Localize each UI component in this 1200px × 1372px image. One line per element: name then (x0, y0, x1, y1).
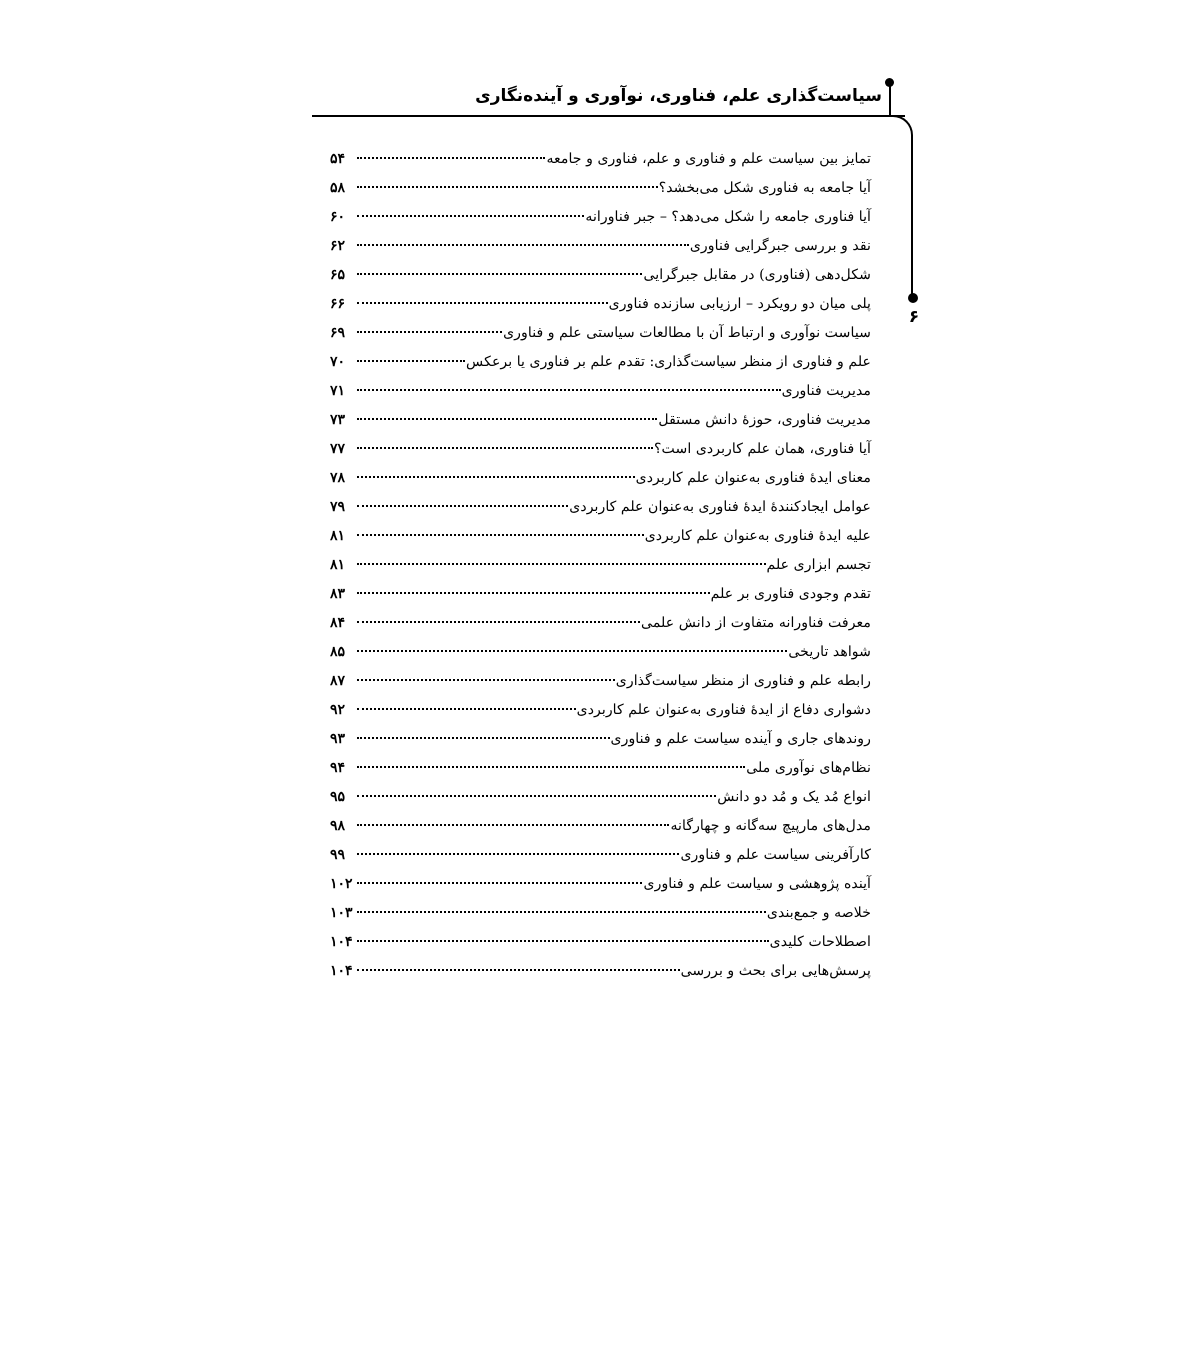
toc-entry-title: دشواری دفاع از ایدهٔ فناوری به‌عنوان علم کاربردی (576, 702, 871, 718)
toc-entry (330, 668, 871, 697)
toc-dot-leader (357, 592, 710, 594)
toc-dot-leader (357, 766, 745, 768)
toc-entry (330, 378, 871, 407)
toc-entry-title: علیه ایدهٔ فناوری به‌عنوان علم کاربردی (644, 528, 871, 544)
toc-entry-title: پلی میان دو رویکرد – ارزیابی سازنده فناوری (608, 296, 871, 312)
toc-entry-title: سیاست نوآوری و ارتباط آن با مطالعات سیاستی علم و فناوری (503, 325, 871, 341)
toc-entry-title: تجسم ابزاری علم (766, 557, 871, 573)
toc-dot-leader (357, 186, 658, 188)
toc-entry-title: آیا فناوری جامعه را شکل می‌دهد؟ – جبر فناورانه (585, 209, 871, 225)
toc-entry (330, 204, 871, 233)
toc-entry-page-number: ۷۷ (330, 441, 346, 457)
toc-entry-page-number: ۵۴ (330, 151, 346, 167)
toc-entry-page-number: ۱۰۴ (330, 934, 353, 950)
toc-dot-leader (357, 476, 635, 478)
toc-dot-leader (357, 505, 568, 507)
toc-entry-page-number: ۸۵ (330, 644, 346, 660)
running-header-title: سیاست‌گذاری علم، فناوری، نوآوری و آینده‌نگاری (475, 86, 882, 106)
toc-dot-leader (357, 302, 608, 304)
toc-entry-page-number: ۹۹ (330, 847, 346, 863)
page-number: ۶ (908, 307, 920, 327)
toc-dot-leader (357, 824, 669, 826)
toc-entry-title: علم و فناوری از منظر سیاست‌گذاری: تقدم علم بر فناوری یا برعکس (466, 354, 871, 370)
toc-entry-title: نقد و بررسی جبرگرایی فناوری (689, 238, 871, 254)
toc-dot-leader (357, 737, 610, 739)
toc-dot-leader (357, 389, 781, 391)
toc-entry-title: مدیریت فناوری، حوزهٔ دانش مستقل (658, 412, 871, 428)
toc-dot-leader (357, 708, 576, 710)
toc-dot-leader (357, 563, 766, 565)
toc-entry (330, 494, 871, 523)
toc-entry-title: انواع مُد یک و مُد دو دانش (717, 789, 871, 805)
toc-entry-page-number: ۹۴ (330, 760, 346, 776)
toc-entry (330, 900, 871, 929)
toc-entry (330, 262, 871, 291)
toc-dot-leader (357, 273, 642, 275)
toc-entry-title: خلاصه و جمع‌بندی (766, 905, 871, 921)
toc-dot-leader (357, 882, 642, 884)
toc-dot-leader (357, 853, 679, 855)
toc-entry (330, 813, 871, 842)
toc-entry-title: آینده پژوهشی و سیاست علم و فناوری (643, 876, 871, 892)
toc-entry-page-number: ۱۰۲ (330, 876, 353, 892)
toc-entry (330, 291, 871, 320)
toc-entry-page-number: ۷۹ (330, 499, 346, 515)
toc-entry-title: نظام‌های نوآوری ملی (746, 760, 871, 776)
toc-entry (330, 407, 871, 436)
toc-dot-leader (357, 447, 653, 449)
side-ornament-dot (908, 293, 918, 303)
toc-entry-page-number: ۸۴ (330, 615, 346, 631)
toc-dot-leader (357, 795, 716, 797)
toc-entry-page-number: ۸۷ (330, 673, 346, 689)
toc-dot-leader (357, 940, 769, 942)
toc-entry (330, 465, 871, 494)
toc-entry (330, 552, 871, 581)
toc-dot-leader (357, 969, 680, 971)
toc-entry (330, 610, 871, 639)
toc-entry-title: آیا جامعه به فناوری شکل می‌بخشد؟ (658, 180, 871, 196)
toc-entry (330, 784, 871, 813)
toc-entry-page-number: ۸۱ (330, 557, 346, 573)
toc-entry-title: روندهای جاری و آینده سیاست علم و فناوری (610, 731, 871, 747)
toc-entry-page-number: ۷۳ (330, 412, 346, 428)
toc-dot-leader (357, 650, 787, 652)
toc-entry-page-number: ۷۸ (330, 470, 346, 486)
toc-dot-leader (357, 679, 615, 681)
toc-entry-title: کارآفرینی سیاست علم و فناوری (680, 847, 871, 863)
toc-entry-title: اصطلاحات کلیدی (769, 934, 871, 950)
toc-entry-title: معنای ایدهٔ فناوری به‌عنوان علم کاربردی (635, 470, 871, 486)
side-ornament-rail (893, 115, 913, 295)
toc-entry (330, 871, 871, 900)
toc-entry-title: مدیریت فناوری (781, 383, 871, 399)
toc-dot-leader (357, 331, 502, 333)
toc-entry (330, 349, 871, 378)
toc-entry (330, 697, 871, 726)
toc-entry (330, 929, 871, 958)
toc-entry (330, 436, 871, 465)
toc-entry-title: تمایز بین سیاست علم و فناوری و علم، فناوری و جامعه (546, 151, 871, 167)
toc-dot-leader (357, 244, 689, 246)
toc-entry-page-number: ۵۸ (330, 180, 346, 196)
toc-entry-page-number: ۹۳ (330, 731, 346, 747)
toc-entry (330, 523, 871, 552)
toc-entry-page-number: ۶۹ (330, 325, 346, 341)
toc-entry-page-number: ۷۰ (330, 354, 346, 370)
toc-dot-leader (357, 418, 657, 420)
header-rule (312, 115, 905, 117)
toc-entry-title: آیا فناوری، همان علم کاربردی است؟ (654, 441, 871, 457)
toc-entry-page-number: ۸۳ (330, 586, 346, 602)
toc-entry-page-number: ۹۲ (330, 702, 346, 718)
table-of-contents (330, 146, 871, 987)
toc-entry (330, 958, 871, 987)
toc-entry (330, 726, 871, 755)
toc-entry (330, 175, 871, 204)
toc-entry-title: تقدم وجودی فناوری بر علم (710, 586, 871, 602)
toc-entry-title: پرسش‌هایی برای بحث و بررسی (680, 963, 871, 979)
toc-entry-page-number: ۸۱ (330, 528, 346, 544)
toc-entry (330, 581, 871, 610)
toc-entry-title: شکل‌دهی (فناوری) در مقابل جبرگرایی (643, 267, 871, 283)
toc-entry-title: مدل‌های مارپیچ سه‌گانه و چهارگانه (670, 818, 871, 834)
toc-entry (330, 233, 871, 262)
toc-entry (330, 639, 871, 668)
toc-entry-title: معرفت فناورانه متفاوت از دانش علمی (641, 615, 871, 631)
toc-entry (330, 320, 871, 349)
toc-entry-page-number: ۶۰ (330, 209, 346, 225)
toc-dot-leader (357, 621, 640, 623)
toc-entry-page-number: ۶۶ (330, 296, 346, 312)
toc-entry-page-number: ۹۵ (330, 789, 346, 805)
toc-entry-page-number: ۷۱ (330, 383, 346, 399)
toc-entry (330, 755, 871, 784)
toc-entry-title: شواهد تاریخی (788, 644, 871, 660)
toc-dot-leader (357, 215, 584, 217)
toc-entry-page-number: ۹۸ (330, 818, 346, 834)
toc-entry-page-number: ۶۲ (330, 238, 346, 254)
toc-entry-page-number: ۱۰۴ (330, 963, 353, 979)
toc-dot-leader (357, 157, 545, 159)
toc-entry-title: رابطه علم و فناوری از منظر سیاست‌گذاری (615, 673, 871, 689)
toc-dot-leader (357, 360, 465, 362)
toc-entry (330, 146, 871, 175)
header-ornament-stem (889, 80, 891, 115)
toc-entry-page-number: ۱۰۳ (330, 905, 353, 921)
toc-entry-title: عوامل ایجادکنندهٔ ایدهٔ فناوری به‌عنوان علم کاربردی (569, 499, 871, 515)
toc-entry (330, 842, 871, 871)
toc-entry-page-number: ۶۵ (330, 267, 346, 283)
toc-dot-leader (357, 534, 644, 536)
toc-dot-leader (357, 911, 766, 913)
